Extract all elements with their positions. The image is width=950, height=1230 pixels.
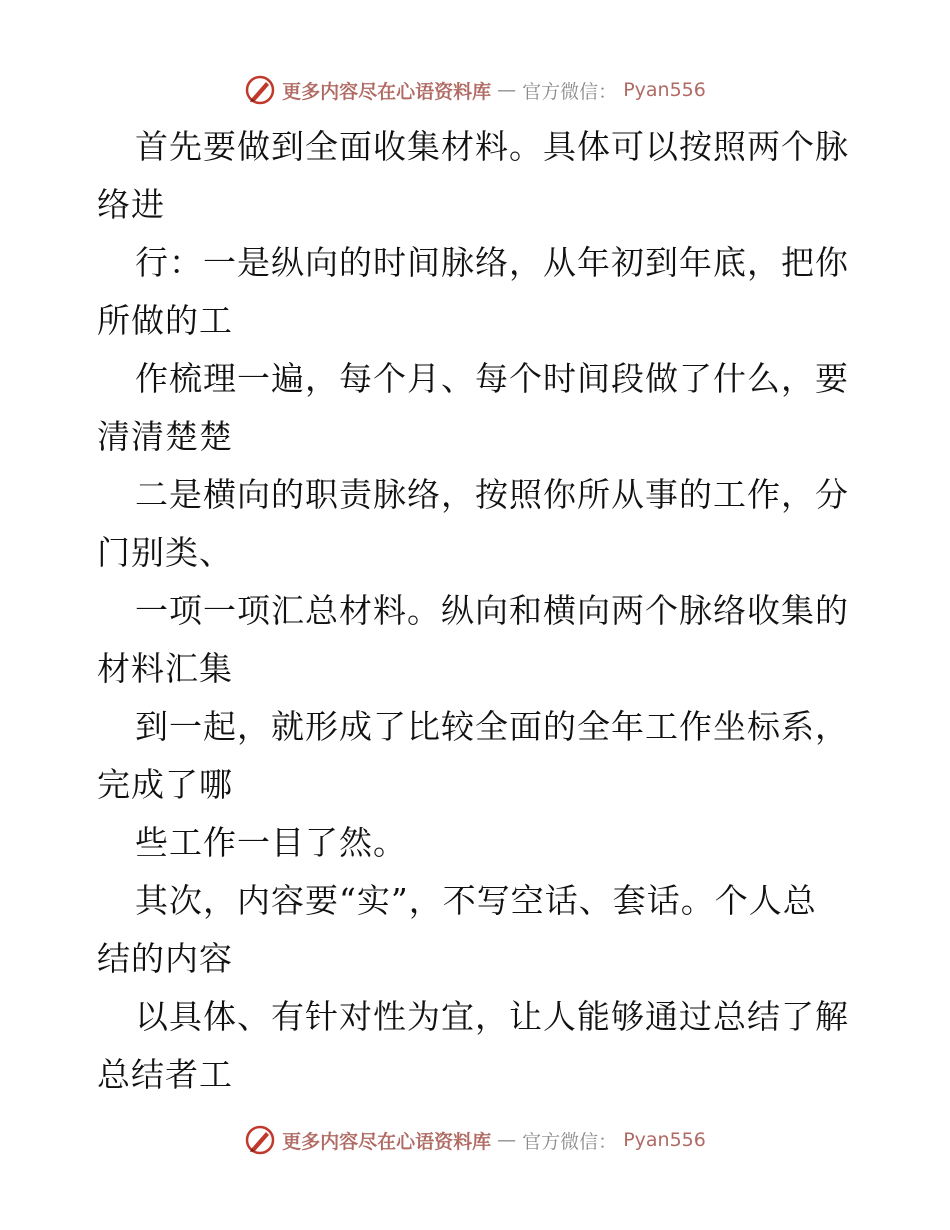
document-body (97, 118, 857, 1104)
watermark-dash: — (497, 79, 517, 101)
text-line: 结的内容 (97, 939, 233, 978)
text-line: 所做的工 (97, 301, 233, 340)
pen-logo-icon (244, 74, 276, 106)
pen-logo-icon (244, 1124, 276, 1156)
watermark-site-text: 更多内容尽在心语资料库 (282, 80, 492, 103)
text-line: 一项一项汇总材料。纵向和横向两个脉络收集的 (135, 591, 849, 630)
text-line: 行：一是纵向的时间脉络，从年初到年底，把你 (135, 243, 849, 282)
text-line: 其次，内容要“实”，不写空话、套话。个人总 (135, 881, 817, 920)
watermark-wechat-id: Pyan556 (623, 79, 706, 101)
watermark-wechat-label: 官方微信： (522, 1130, 618, 1153)
text-line: 些工作一目了然。 (135, 823, 407, 862)
text-line: 门别类、 (97, 533, 233, 572)
text-line: 材料汇集 (97, 649, 233, 688)
text-line: 二是横向的职责脉络，按照你所从事的工作，分 (135, 475, 849, 514)
watermark-dash: — (497, 1129, 517, 1151)
text-line: 作梳理一遍，每个月、每个时间段做了什么，要 (135, 359, 849, 398)
text-line: 络进 (97, 185, 165, 224)
watermark-wechat-label: 官方微信： (522, 80, 618, 103)
text-line: 首先要做到全面收集材料。具体可以按照两个脉 (135, 127, 849, 166)
text-line: 清清楚楚 (97, 417, 233, 456)
text-line: 总结者工 (97, 1055, 233, 1094)
header-watermark (0, 70, 950, 110)
watermark-site-text: 更多内容尽在心语资料库 (282, 1130, 492, 1153)
text-line: 到一起，就形成了比较全面的全年工作坐标系， (135, 707, 849, 746)
watermark-wechat-id: Pyan556 (623, 1129, 706, 1151)
footer-watermark (0, 1120, 950, 1160)
text-line: 以具体、有针对性为宜，让人能够通过总结了解 (135, 997, 849, 1036)
text-line: 完成了哪 (97, 765, 233, 804)
